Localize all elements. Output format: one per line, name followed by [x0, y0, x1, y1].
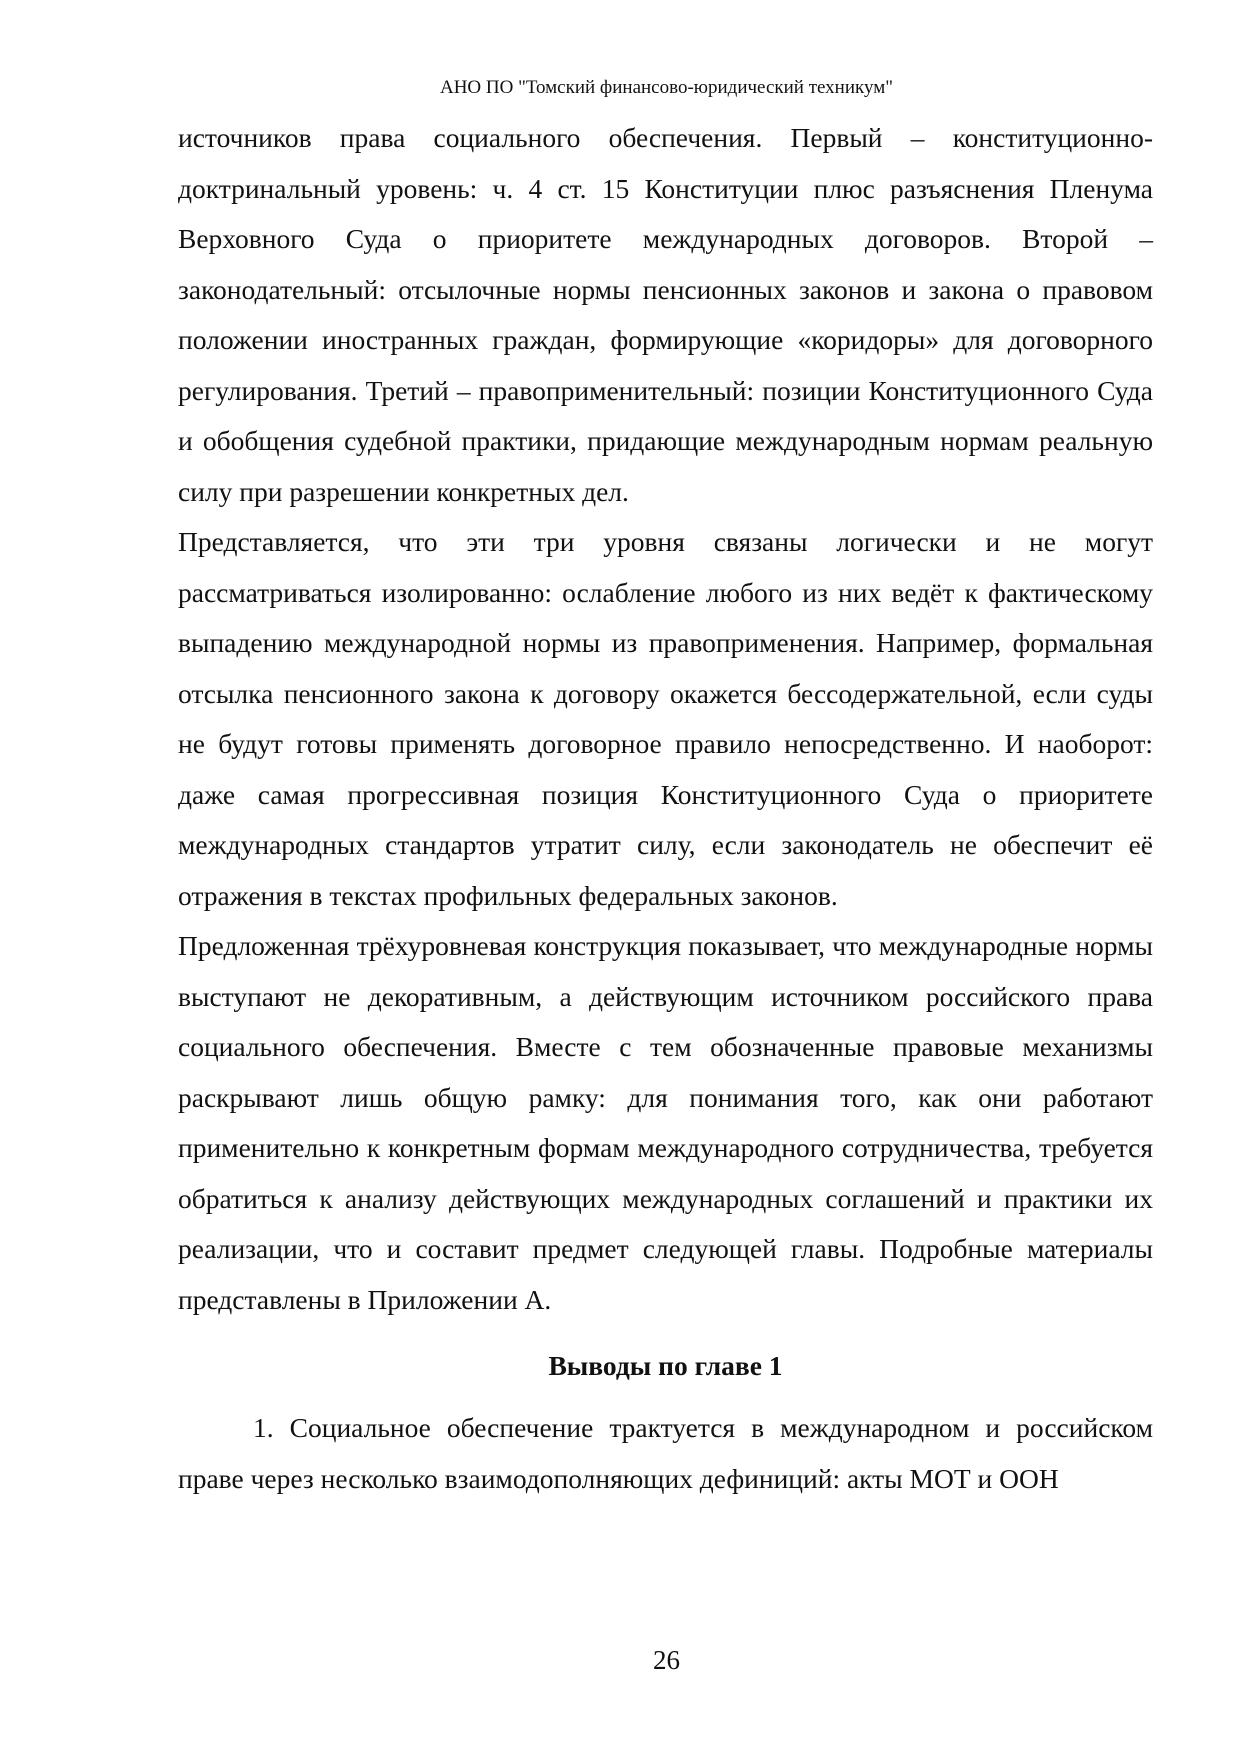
document-body [178, 113, 1153, 1504]
conclusion-paragraph-1: 1. Социальное обеспечение трактуется в международном и российском праве через несколько взаимодополняющих дефиниций: акты МОТ и ООН [178, 1412, 1153, 1494]
paragraph-3: Предложенная трёхуровневая конструкция показывает, что международные нормы выступают не декоративным, а действующим источником российского права социального обеспечения. Вместе с тем обозначенные правовые механизмы раскрывают лишь общую рамку: для понимания того, как они работают применительно к конкретным формам международного сотрудничества, требуется обратиться к анализу действующих международных соглашений и практики их реализации, что и составит предмет следующей главы. Подробные материалы представлены в Приложении А. [178, 930, 1153, 1315]
page-number: 26 [653, 1645, 680, 1675]
paragraph-1: источников права социального обеспечения. Первый – конституционно-доктринальный уровень: ч. 4 ст. 15 Конституции плюс разъяснения Пленума Верховного Суда о приоритете международных договоров. Второй – законодательный: отсылочные нормы пенсионных законов и закона о правовом положении иностранных граждан, формирующие «коридоры» для договорного регулирования. Третий – правоприменительный: позиции Конституционного Суда и обобщения судебной практики, придающие международным нормам реальную силу при разрешении конкретных дел. [178, 122, 1153, 507]
section-heading: Выводы по главе 1 [548, 1350, 783, 1381]
paragraph-2: Представляется, что эти три уровня связаны логически и не могут рассматриваться изолированно: ослабление любого из них ведёт к фактическому выпадению международной нормы из правоприменения. Например, формальная отсылка пенсионного закона к договору окажется бессодержательной, если суды не будут готовы применять договорное правило непосредственно. И наоборот: даже самая прогрессивная позиция Конституционного Суда о приоритете международных стандартов утратит силу, если законодатель не обеспечит её отражения в текстах профильных федеральных законов. [178, 526, 1153, 911]
page-header: АНО ПО "Томский финансово-юридический техникум" [439, 77, 894, 98]
